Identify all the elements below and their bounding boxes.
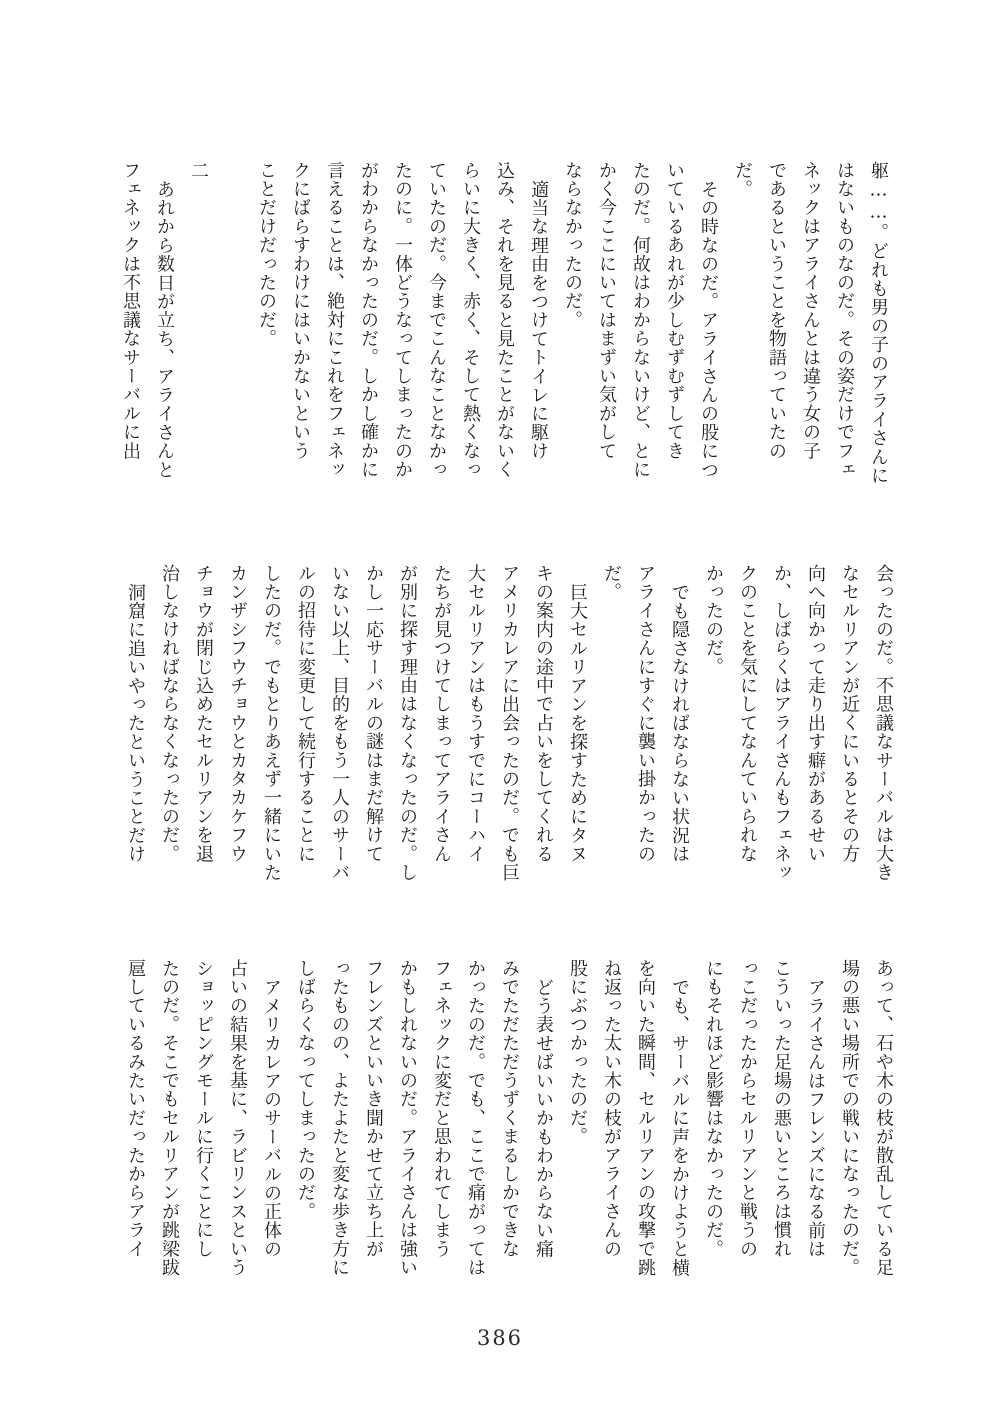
text-column: たのだ。何故はわからないけど、とに — [630, 161, 651, 479]
text-column: であるということを物語っていたの — [766, 161, 787, 461]
text-column: 場の悪い場所での戦いになったのだ。 — [839, 959, 860, 1277]
text-column: ね返った太い木の枝がアライさんの — [601, 959, 622, 1259]
text-column: チョウが閉じ込めたセルリアンを退 — [193, 564, 214, 864]
text-column: カンザシフウチョウとカタカケフウ — [227, 564, 248, 864]
text-column: 扈しているみたいだったからアライ — [125, 959, 146, 1259]
text-column: ならなかったのだ。 — [562, 161, 583, 330]
text-column: 巨大セルリアンを探すためにタヌ — [567, 582, 588, 864]
text-row-2 — [118, 564, 900, 886]
text-column: したのだ。でもとりあえず一緒にいた — [261, 564, 282, 882]
text-column: ことだけだったのだ。 — [256, 161, 277, 348]
text-row-1 — [113, 161, 895, 483]
text-column: を向いた瞬間、セルリアンの攻撃で跳 — [635, 959, 656, 1277]
page-number: 386 — [476, 1326, 524, 1350]
text-column: が別に探す理由はなくなったのだ。し — [397, 564, 418, 882]
text-column: っこだったからセルリアンと戦うの — [737, 959, 758, 1259]
text-column: フェネックに変だと思われてしまう — [431, 959, 452, 1259]
text-column: 言えることは、絶対にこれをフェネッ — [324, 161, 345, 479]
text-column: 洞窟に追いやったということだけ — [125, 582, 146, 864]
text-column: 大セルリアンはもうすでにコーハイ — [465, 564, 486, 864]
text-column: こういった足場の悪いところは慣れ — [771, 959, 792, 1259]
text-column: いているあれが少しむずむずしてき — [664, 161, 685, 461]
text-row-3 — [118, 959, 900, 1281]
text-column: かもしれないのだ。アライさんは強い — [397, 959, 418, 1277]
text-column: アライさんはフレンズになる前は — [805, 977, 826, 1259]
text-column: なセルリアンが近くにいるとその方 — [839, 564, 860, 864]
text-column: キの案内の途中で占いをしてくれる — [533, 564, 554, 864]
text-column: しばらくなってしまったのだ。 — [295, 959, 316, 1221]
text-column: でも隠さなければならない状況は — [669, 582, 690, 864]
text-column: か、しばらくはアライさんもフェネッ — [771, 564, 792, 882]
text-column: どう表せばいいかもわからない痛 — [533, 977, 554, 1259]
text-column: フェネックは不思議なサーバルに出 — [120, 161, 141, 461]
text-column: 治しなければならなくなったのだ。 — [159, 564, 180, 864]
text-column: かし一応サーバルの謎はまだ解けて — [363, 564, 384, 864]
text-column: たちが見つけてしまってアライさん — [431, 564, 452, 864]
text-column: みでただただうずくまるしかできな — [499, 959, 520, 1259]
text-column: あれから数日が立ち、アライさんと — [154, 179, 175, 479]
text-column: 占いの結果を基に、ラビリンスという — [227, 959, 248, 1277]
text-column: にもそれほど影響はなかったのだ。 — [703, 959, 724, 1259]
text-column: 躯……。どれも男の子のアライさんに — [868, 161, 889, 485]
text-column: かったのだ。でも、ここで痛がっては — [465, 959, 486, 1277]
text-column: 会ったのだ。不思議なサーバルは大き — [873, 564, 894, 882]
text-column: たのに。一体どうなってしまったのか — [392, 161, 413, 479]
text-column: 込み、それを見ると見たことがないく — [494, 161, 515, 479]
text-column: ったものの、よたよたと変な歩き方に — [329, 959, 350, 1277]
text-column: でも、サーバルに声をかけようと横 — [669, 977, 690, 1277]
text-column: かく今ここにいてはまずい気がして — [596, 161, 617, 461]
text-column: クにばらすわけにはいかないという — [290, 161, 311, 461]
text-column: だ。 — [601, 564, 622, 602]
text-column: あって、石や木の枝が散乱している足 — [873, 959, 894, 1277]
text-column: ネックはアライさんとは違う女の子 — [800, 161, 821, 461]
text-column: 向へ向かって走り出す癖があるせい — [805, 564, 826, 864]
text-column: アメリカレアのサーバルの正体の — [261, 977, 282, 1259]
text-column: フレンズといいき聞かせて立ち上が — [363, 959, 384, 1259]
text-column: 股にぶつかったのだ。 — [567, 959, 588, 1146]
text-column: アライさんにすぐに襲い掛かったの — [635, 564, 656, 864]
text-column: だ。 — [732, 161, 753, 199]
text-column: ルの招待に変更して続行することに — [295, 564, 316, 864]
text-column: はないものなのだ。その姿だけでフェ — [834, 161, 855, 479]
section-heading: 二 — [188, 161, 209, 180]
text-column: ショッピングモールに行くことにし — [193, 959, 214, 1259]
text-column: たのだ。そこでもセルリアンが跳梁跋 — [159, 959, 180, 1277]
text-column: アメリカレアに出会ったのだ。でも巨 — [499, 564, 520, 882]
text-column: らいに大きく、赤く、そして熱くなっ — [460, 161, 481, 479]
text-column: 適当な理由をつけてトイレに駆け — [528, 179, 549, 461]
text-column: いない以上、目的をもう一人のサーバ — [329, 564, 350, 882]
text-column: ていたのだ。今までこんなことなかっ — [426, 161, 447, 479]
text-column: クのことを気にしてなんていられな — [737, 564, 758, 864]
text-column: その時なのだ。アライさんの股につ — [698, 179, 719, 479]
text-column: がわからなかったのだ。しかし確かに — [358, 161, 379, 479]
text-column: かったのだ。 — [703, 564, 724, 677]
